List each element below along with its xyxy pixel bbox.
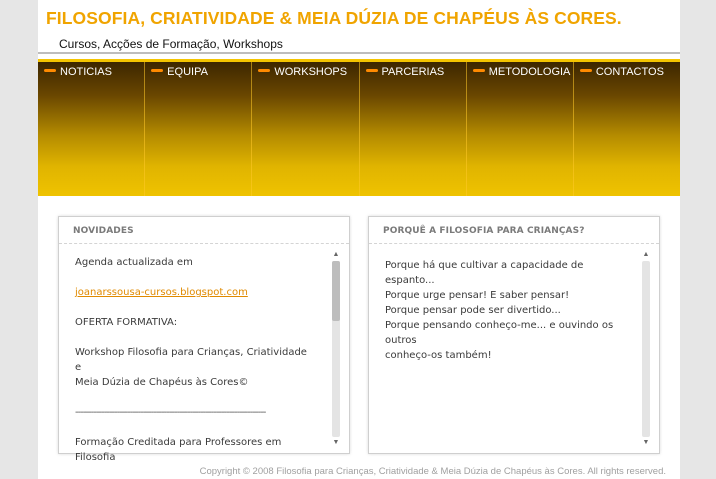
why-panel <box>368 216 660 454</box>
panel-title-divider <box>369 243 659 244</box>
dash-icon <box>151 69 163 72</box>
chevron-up-icon[interactable]: ▲ <box>642 251 650 258</box>
dash-icon <box>258 69 270 72</box>
why-line: Porque urge pensar! E saber pensar! <box>385 290 570 301</box>
news-text: Meia Dúzia de Chapéus às Cores© <box>75 377 249 388</box>
page <box>38 0 680 479</box>
nav-item-label: NOTICIAS <box>60 66 112 78</box>
header-divider <box>38 52 680 54</box>
nav-item-label: EQUIPA <box>167 66 208 78</box>
why-line: conheço-os também! <box>385 350 492 361</box>
main-nav <box>38 62 680 196</box>
news-panel <box>58 216 350 463</box>
news-text: Workshop Filosofia para Crianças, Criatividade e <box>75 347 307 373</box>
nav-item-label: WORKSHOPS <box>274 66 348 78</box>
chevron-down-icon[interactable]: ▼ <box>332 439 340 446</box>
chevron-down-icon[interactable]: ▼ <box>642 439 650 446</box>
footer-copyright: Copyright © 2008 Filosofia para Crianças, Criatividade & Meia Dúzia de Chapéus às Cores. All rights reserved. <box>199 466 666 477</box>
nav-item-label: PARCERIAS <box>381 66 445 78</box>
dash-icon <box>580 69 592 72</box>
chevron-up-icon[interactable]: ▲ <box>332 251 340 258</box>
nav-item-workshops[interactable] <box>252 62 359 196</box>
scroll-track[interactable] <box>642 261 650 437</box>
why-line: Porque há que cultivar a capacidade de espanto... <box>385 260 584 286</box>
news-text: Formação Creditada para Professores em Filosofia <box>75 437 282 463</box>
nav-item-noticias[interactable] <box>38 62 145 196</box>
nav-item-equipa[interactable] <box>145 62 252 196</box>
nav-item-metodologia[interactable] <box>467 62 574 196</box>
site-title: FILOSOFIA, CRIATIVIDADE & MEIA DÚZIA DE CHAPÉUS ÀS CORES. <box>46 8 622 28</box>
nav-item-label: METODOLOGIA <box>488 66 571 78</box>
nav-item-contactos[interactable] <box>574 62 680 196</box>
dash-icon <box>366 69 378 72</box>
why-line: Porque pensar pode ser divertido... <box>385 305 561 316</box>
site-subtitle: Cursos, Acções de Formação, Workshops <box>59 37 283 51</box>
why-line: Porque pensando conheço-me... e ouvindo os outros <box>385 320 614 346</box>
news-scrollbar[interactable] <box>332 251 340 447</box>
why-panel-title: PORQUÊ A FILOSOFIA PARA CRIANÇAS? <box>383 226 585 236</box>
news-content <box>75 255 315 463</box>
news-separator: ------------------------------------------------------------------------- <box>75 407 266 418</box>
why-scrollbar[interactable] <box>642 251 650 447</box>
dash-icon <box>44 69 56 72</box>
why-content <box>385 258 625 448</box>
nav-item-label: CONTACTOS <box>595 66 664 78</box>
news-heading: OFERTA FORMATIVA: <box>75 317 178 328</box>
news-text: Agenda actualizada em <box>75 257 193 268</box>
dash-icon <box>473 69 485 72</box>
scroll-thumb[interactable] <box>332 261 340 321</box>
blog-link[interactable]: joanarssousa-cursos.blogspot.com <box>75 287 248 298</box>
nav-item-parcerias[interactable] <box>360 62 467 196</box>
header <box>38 0 680 60</box>
panel-title-divider <box>59 243 349 244</box>
news-panel-title: NOVIDADES <box>73 226 134 236</box>
